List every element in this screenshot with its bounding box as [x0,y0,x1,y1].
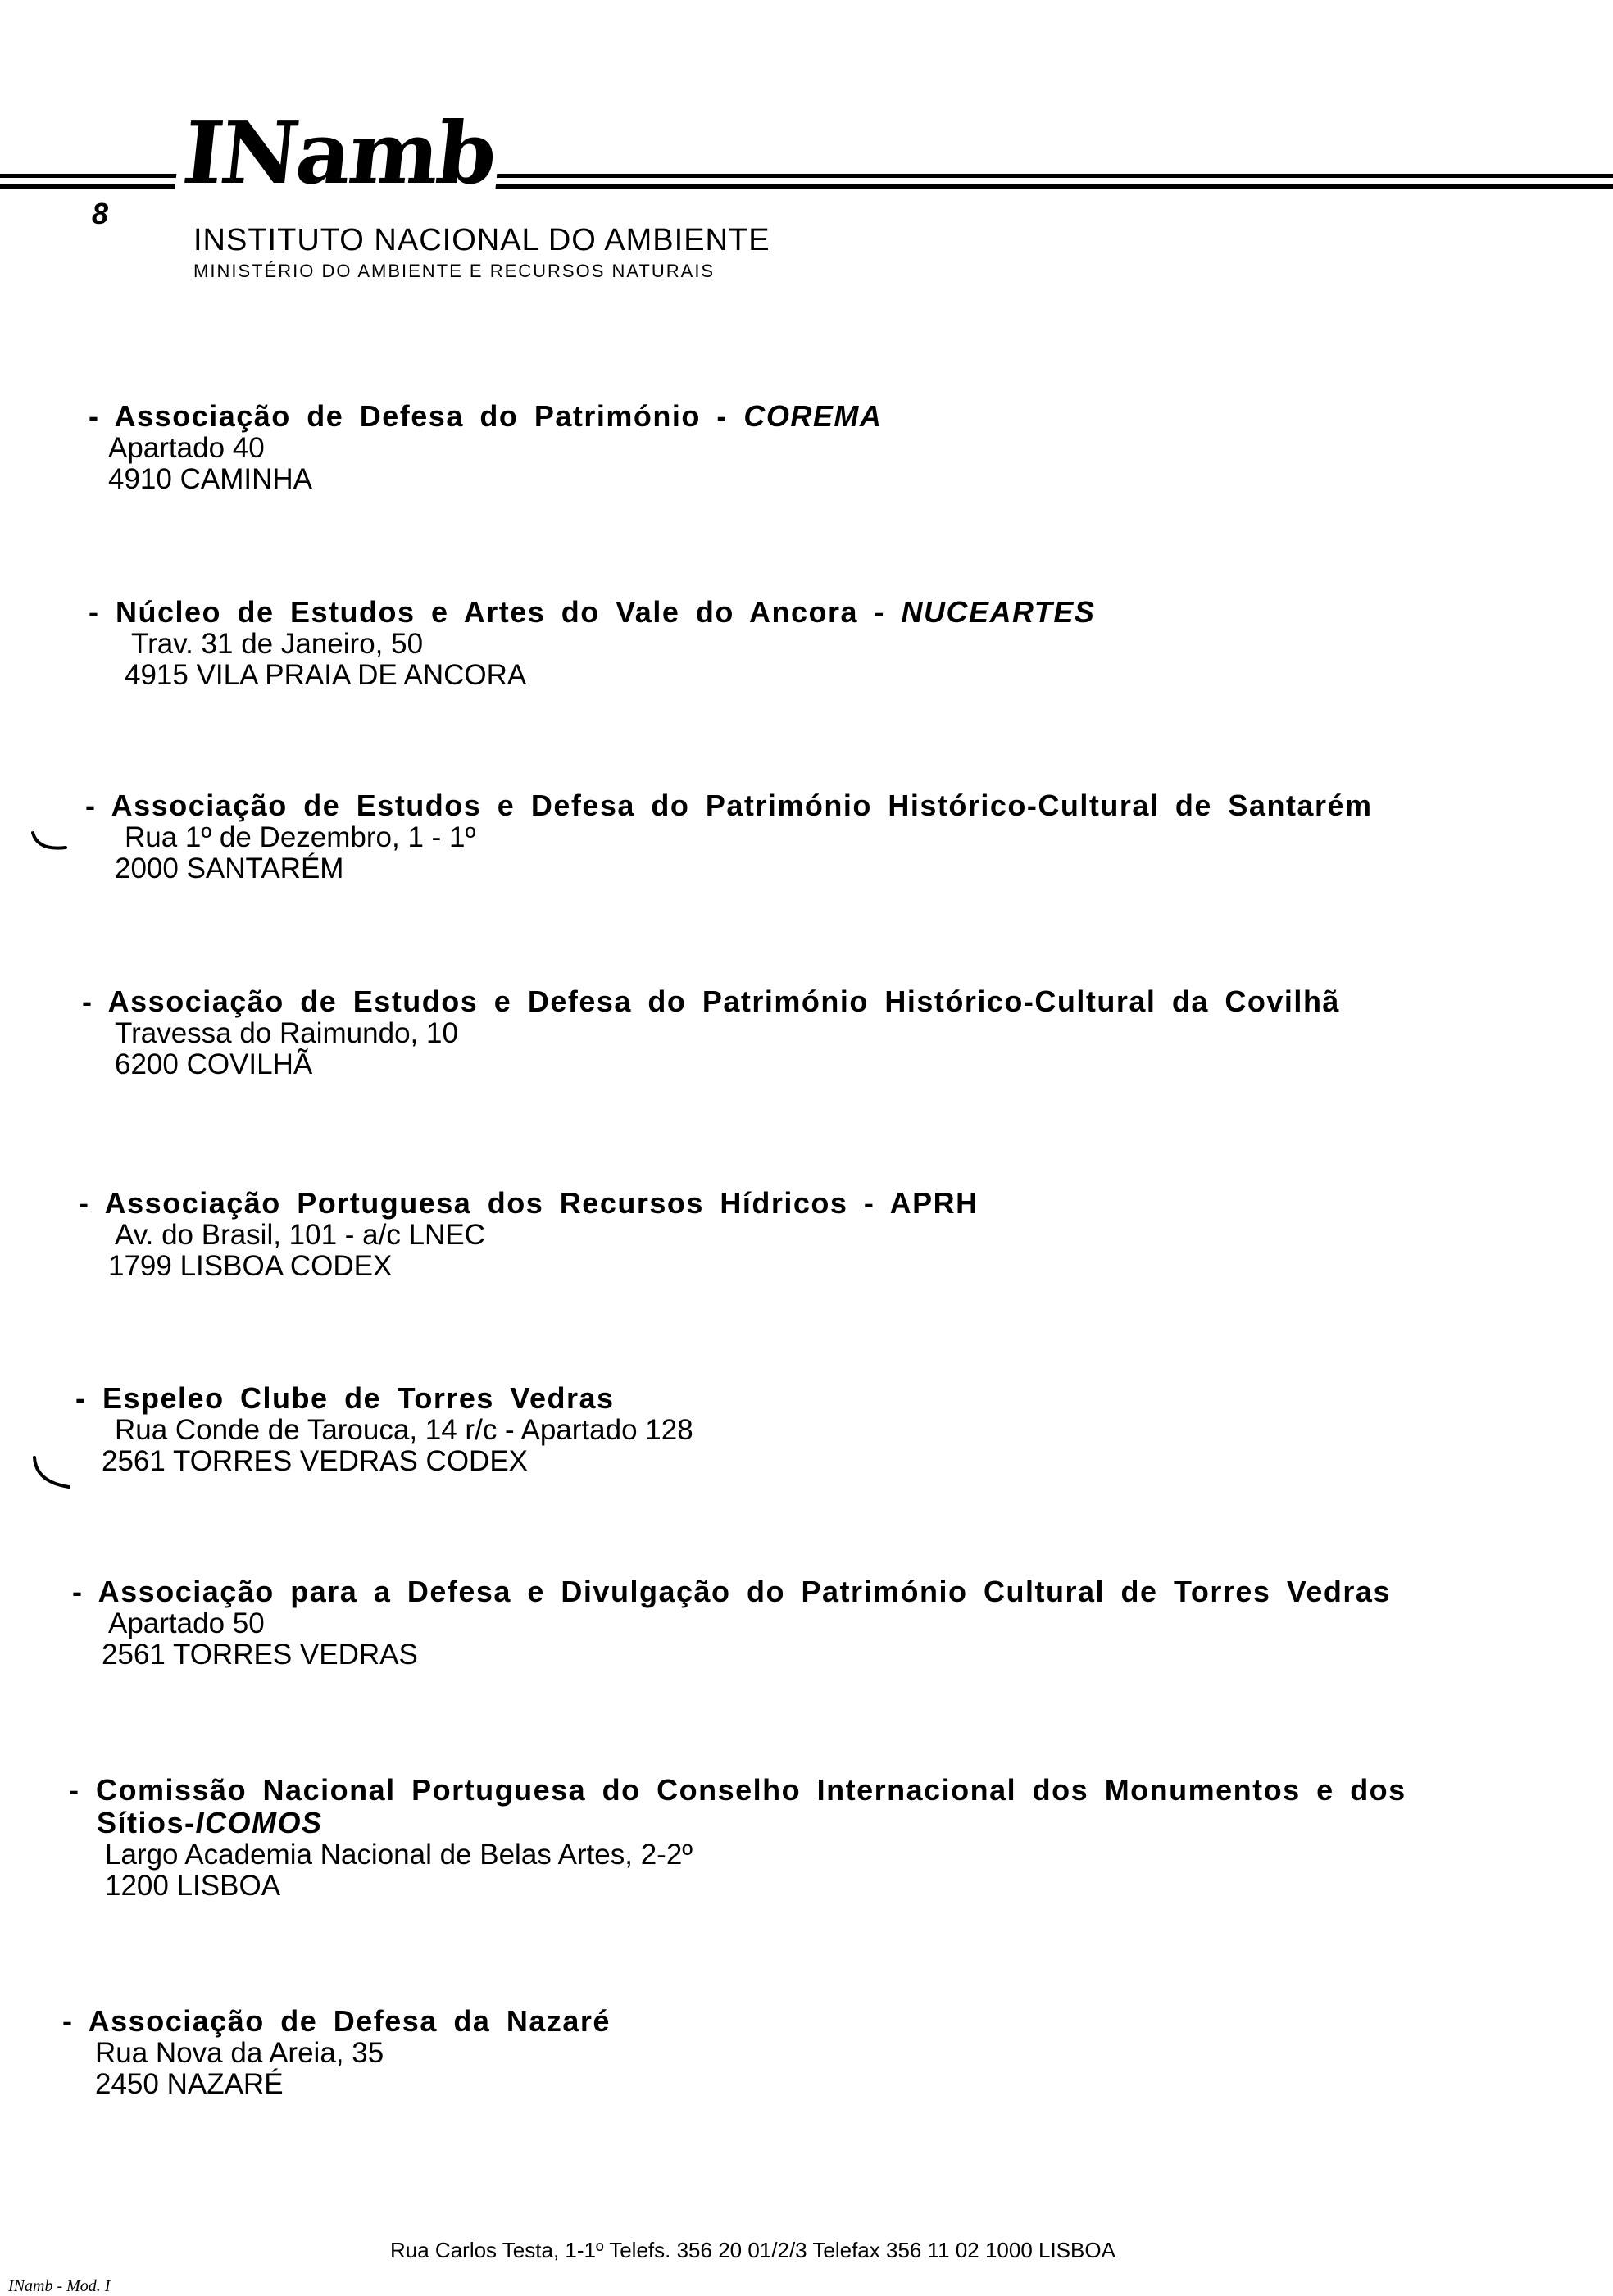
inamb-logo: INamb [175,111,504,196]
entry-address-line: Av. do Brasil, 101 - a/c LNEC [115,1219,485,1251]
entry-address-city: 4910 CAMINHA [108,463,312,495]
entry-title: - Comissão Nacional Portuguesa do Conselho Internacional dos Monumentos e dos [69,1773,1406,1807]
check-mark-icon [30,828,70,861]
entry-address-city: 6200 COVILHÃ [115,1048,313,1080]
entry-address-line: Rua Conde de Tarouca, 14 r/c - Apartado 128 [115,1414,693,1446]
entry-title: - Associação de Defesa da Nazaré [62,2004,611,2038]
entry-address-city: 2450 NAZARÉ [95,2068,284,2100]
entry-address-line: Rua 1º de Dezembro, 1 - 1º [125,821,476,853]
entry-acronym: ICOMOS [195,1806,323,1839]
list-item [69,1774,1406,1902]
entry-title: - Associação Portuguesa dos Recursos Hídricos - APRH [79,1186,979,1220]
list-item [72,1575,1391,1671]
entry-address-line: Apartado 40 [108,432,265,464]
list-item [89,400,882,495]
entry-address-city: 4915 VILA PRAIA DE ANCORA [125,659,527,691]
entry-address-city: 2000 SANTARÉM [115,852,344,884]
page-number: 8 [92,197,109,230]
entry-title: - Núcleo de Estudos e Artes do Vale do Ancora - NUCEARTES [89,595,1096,629]
list-item [75,1382,693,1477]
ministry-name: MINISTÉRIO DO AMBIENTE E RECURSOS NATURAIS [193,261,716,281]
list-item [62,2005,611,2100]
entry-address-line: Trav. 31 de Janeiro, 50 [131,628,424,660]
form-id: INamb - Mod. I [8,2277,111,2295]
entry-title: - Associação para a Defesa e Divulgação do Património Cultural de Torres Vedras [72,1575,1391,1608]
list-item [82,985,1340,1080]
entry-title: - Espeleo Clube de Torres Vedras [75,1381,615,1415]
entry-address-line: Travessa do Raimundo, 10 [115,1017,458,1049]
check-mark-icon [30,1454,75,1495]
entry-acronym: NUCEARTES [901,595,1096,629]
entry-acronym: COREMA [743,399,883,433]
entry-address-line: Largo Academia Nacional de Belas Artes, 2-2º [105,1839,693,1871]
footer-address: Rua Carlos Testa, 1-1º Telefs. 356 20 01/2/3 Telefax 356 11 02 1000 LISBOA [390,2238,1115,2262]
entry-address-city: 2561 TORRES VEDRAS [102,1639,418,1671]
entry-address-city: 1200 LISBOA [105,1870,281,1902]
entry-address-line: Rua Nova da Areia, 35 [95,2037,384,2069]
institute-name: INSTITUTO NACIONAL DO AMBIENTE [193,223,770,257]
entry-title-continued: Sítios-ICOMOS [97,1806,323,1839]
entry-title: - Associação de Defesa do Património - COREMA [89,399,883,433]
list-item [85,789,1373,884]
entry-title: - Associação de Estudos e Defesa do Património Histórico-Cultural da Covilhã [82,984,1340,1018]
list-item [79,1187,979,1282]
list-item [89,596,1095,691]
entry-address-city: 1799 LISBOA CODEX [108,1250,393,1282]
entry-address-city: 2561 TORRES VEDRAS CODEX [102,1445,529,1477]
entry-address-line: Apartado 50 [108,1607,265,1639]
entry-title: - Associação de Estudos e Defesa do Património Histórico-Cultural de Santarém [85,789,1373,822]
